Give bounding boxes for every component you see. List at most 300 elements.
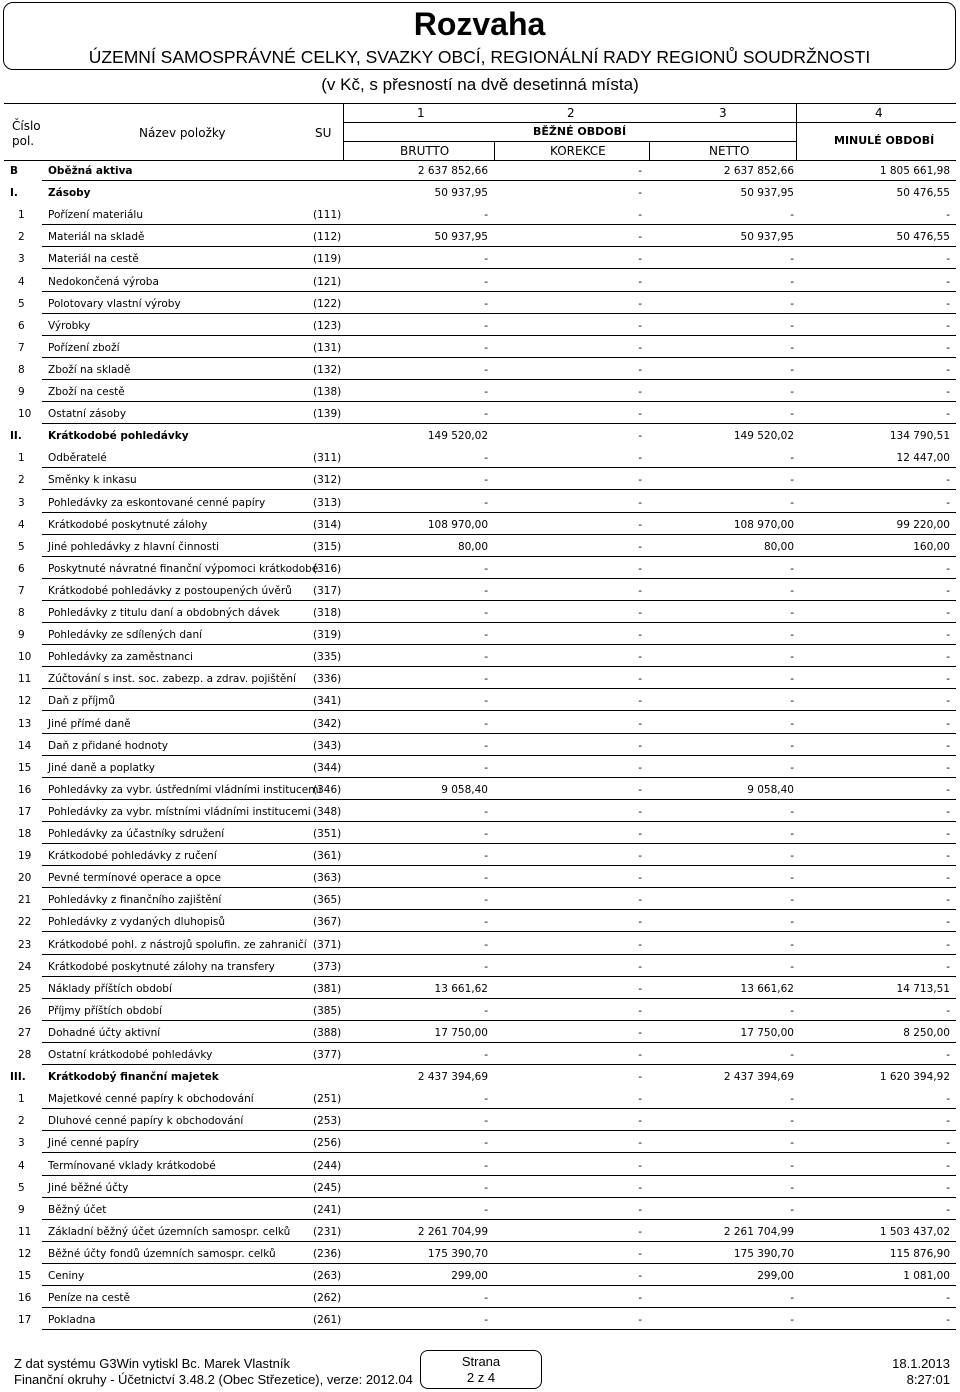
row-number: 10 (18, 408, 32, 421)
row-separator (42, 512, 956, 513)
row-netto: - (790, 1049, 794, 1061)
row-label: Odběratelé (48, 452, 107, 465)
row-minule: 134 790,51 (889, 430, 950, 443)
row-brutto: 299,00 (451, 1270, 488, 1282)
row-su: (261) (313, 1314, 342, 1327)
row-label: Krátkodobé poskytnuté zálohy na transfery (48, 960, 275, 973)
col-num-3: 3 (719, 106, 727, 120)
row-number: 3 (18, 496, 25, 509)
row-su: (373) (313, 960, 342, 973)
row-number: 16 (18, 783, 32, 796)
header-divider-1 (343, 104, 344, 160)
row-brutto: - (484, 452, 488, 465)
row-minule: - (946, 297, 950, 310)
row-su: (245) (313, 1181, 342, 1194)
col-minule-obdobi: MINULÉ OBDOBÍ (834, 134, 935, 147)
row-netto: - (790, 386, 794, 398)
row-brutto: 9 058,40 (441, 783, 488, 796)
row-minule: - (946, 739, 950, 752)
row-korekce: - (638, 253, 642, 266)
row-number: 5 (18, 1181, 25, 1194)
row-minule: - (946, 1049, 950, 1061)
row-korekce: - (638, 1137, 642, 1150)
table-row (0, 271, 960, 293)
row-separator (42, 1197, 956, 1198)
row-korekce: - (638, 319, 642, 332)
table-row (0, 580, 960, 602)
row-korekce: - (638, 231, 642, 244)
row-label: Pořízení zboží (48, 341, 120, 354)
row-number: 22 (18, 916, 32, 929)
row-netto: - (790, 673, 794, 686)
row-separator (42, 1285, 956, 1286)
row-label: Náklady příštích období (48, 982, 172, 995)
row-brutto: - (484, 386, 488, 398)
row-korekce: - (638, 1203, 642, 1216)
row-number: 2 (18, 231, 25, 244)
row-netto: - (790, 717, 794, 730)
col-num-2: 2 (567, 106, 575, 120)
row-su: (132) (313, 363, 342, 376)
row-label: Ostatní zásoby (48, 408, 127, 421)
row-label: Krátkodobé pohledávky z postoupených úvěrů (48, 584, 292, 597)
row-label: Jiné pohledávky z hlavní činnosti (48, 540, 220, 553)
row-netto: - (790, 894, 794, 907)
row-minule: - (946, 850, 950, 863)
col-korekce: KOREKCE (550, 144, 606, 158)
row-label: Příjmy příštích období (48, 1004, 163, 1017)
row-brutto: - (484, 629, 488, 642)
row-separator (42, 998, 956, 999)
row-su: (335) (313, 651, 342, 664)
row-brutto: - (484, 1093, 488, 1106)
row-su: (244) (313, 1159, 342, 1172)
row-separator (42, 357, 956, 358)
row-separator (42, 1020, 956, 1021)
row-netto: - (790, 1137, 794, 1150)
row-minule: - (946, 761, 950, 774)
row-label: Pohledávky za eskontované cenné papíry (48, 496, 266, 509)
row-separator (42, 1263, 956, 1264)
row-minule: - (946, 607, 950, 619)
col-num-1: 1 (417, 106, 425, 120)
row-netto: - (790, 1181, 794, 1194)
header-rule-2 (343, 122, 956, 123)
row-korekce: - (638, 872, 642, 885)
row-korekce: - (638, 894, 642, 907)
row-number: 10 (18, 651, 32, 664)
row-minule: 115 876,90 (889, 1247, 950, 1260)
row-separator (42, 1064, 956, 1065)
row-minule: - (946, 1004, 950, 1017)
row-netto: - (790, 872, 794, 885)
row-korekce: - (638, 717, 642, 730)
row-su: (377) (313, 1049, 342, 1061)
row-number: 18 (18, 828, 32, 840)
row-netto: - (790, 607, 794, 619)
row-korekce: - (638, 1093, 642, 1106)
row-number: 17 (18, 1314, 32, 1327)
row-korekce: - (638, 341, 642, 354)
row-number: 4 (18, 275, 25, 288)
row-minule: 1 805 661,98 (879, 165, 950, 177)
row-su: (241) (313, 1203, 342, 1216)
row-su: (319) (313, 629, 342, 642)
row-netto: - (790, 1292, 794, 1305)
row-separator (42, 1329, 956, 1330)
row-minule: - (946, 1203, 950, 1216)
document-subtitle: ÚZEMNÍ SAMOSPRÁVNÉ CELKY, SVAZKY OBCÍ, REGIONÁLNÍ RADY REGIONŮ SOUDRŽNOSTI (88, 47, 871, 67)
row-netto: 9 058,40 (747, 783, 794, 796)
row-korekce: - (638, 1026, 642, 1039)
row-su: (111) (313, 209, 342, 222)
row-netto: 50 937,95 (740, 231, 794, 244)
row-brutto: - (484, 474, 488, 487)
row-brutto: - (484, 805, 488, 818)
row-separator (42, 666, 956, 667)
row-number: 16 (18, 1292, 32, 1305)
row-number: 4 (18, 1159, 25, 1172)
row-separator (42, 180, 956, 181)
table-row (0, 359, 960, 381)
footer-date: 18.1.2013 (892, 1356, 950, 1371)
row-label: Pohledávky z finančního zajištění (48, 894, 222, 907)
row-brutto: - (484, 1314, 488, 1327)
row-label: Nedokončená výroba (48, 275, 159, 288)
row-brutto: - (484, 761, 488, 774)
row-minule: - (946, 363, 950, 376)
row-separator (42, 1108, 956, 1109)
row-su: (336) (313, 673, 342, 686)
page-label: Strana (461, 1354, 501, 1369)
header-divider-2 (796, 104, 797, 160)
row-minule: - (946, 1093, 950, 1106)
row-netto: - (790, 1314, 794, 1327)
row-netto: - (790, 1203, 794, 1216)
row-brutto: - (484, 253, 488, 266)
row-minule: - (946, 1181, 950, 1194)
row-separator (42, 291, 956, 292)
row-label: Termínované vklady krátkodobé (48, 1159, 216, 1172)
row-korekce: - (638, 518, 642, 531)
row-number: 5 (18, 540, 25, 553)
row-brutto: - (484, 319, 488, 332)
row-netto: - (790, 562, 794, 575)
row-number: 24 (18, 960, 32, 973)
row-netto: 2 261 704,99 (723, 1225, 794, 1238)
row-label: Poskytnuté návratné finanční výpomoci krátkodobé (48, 562, 319, 575)
table-row (0, 779, 960, 801)
row-minule: - (946, 1292, 950, 1305)
col-cislo-2: pol. (12, 134, 35, 148)
row-korekce: - (638, 496, 642, 509)
row-number: 11 (18, 673, 32, 686)
row-number: 5 (18, 297, 25, 310)
row-minule: - (946, 651, 950, 664)
row-label: Jiné cenné papíry (48, 1137, 140, 1150)
row-separator (42, 755, 956, 756)
row-number: 15 (18, 761, 32, 774)
row-netto: - (790, 960, 794, 973)
row-label: Pořízení materiálu (48, 209, 143, 222)
row-separator (42, 931, 956, 932)
row-separator (42, 1307, 956, 1308)
row-minule: - (946, 341, 950, 354)
row-brutto: - (484, 363, 488, 376)
row-brutto: - (484, 209, 488, 222)
row-label: Základní běžný účet územních samospr. celků (48, 1225, 291, 1238)
row-label: Krátkodobé pohledávky (48, 430, 189, 443)
row-minule: - (946, 916, 950, 929)
row-su: (381) (313, 982, 342, 995)
row-number: 13 (18, 717, 32, 730)
table-row (0, 1309, 960, 1331)
row-su: (341) (313, 695, 342, 708)
table-row (0, 1221, 960, 1243)
row-number: 26 (18, 1004, 32, 1017)
row-korekce: - (638, 297, 642, 310)
row-minule: 14 713,51 (896, 982, 950, 995)
row-netto: - (790, 496, 794, 509)
row-label: Materiál na cestě (48, 253, 139, 266)
row-brutto: - (484, 275, 488, 288)
row-korekce: - (638, 1159, 642, 1172)
row-label: Krátkodobé poskytnuté zálohy (48, 518, 208, 531)
table-row (0, 536, 960, 558)
row-separator (42, 489, 956, 490)
row-su: (363) (313, 872, 342, 885)
row-minule: - (946, 474, 950, 487)
footer-printed-by: Z dat systému G3Win vytiskl Bc. Marek Vlastník (14, 1356, 290, 1371)
row-minule: - (946, 1159, 950, 1172)
row-su: (123) (313, 319, 342, 332)
row-netto: - (790, 408, 794, 421)
row-brutto: - (484, 739, 488, 752)
table-row (0, 1132, 960, 1154)
row-separator (42, 534, 956, 535)
row-separator (42, 246, 956, 247)
row-korekce: - (638, 850, 642, 863)
row-label: Pohledávky z titulu daní a obdobných dávek (48, 607, 280, 619)
row-number: 8 (18, 363, 25, 376)
row-korekce: - (638, 1004, 642, 1017)
row-number: 23 (18, 938, 32, 951)
row-number: 8 (18, 607, 25, 619)
footer-system-info: Finanční okruhy - Účetnictví 3.48.2 (Obec Střezetice), verze: 2012.04 (14, 1372, 413, 1387)
row-brutto: 17 750,00 (434, 1026, 488, 1039)
row-su: (361) (313, 850, 342, 863)
row-separator (42, 335, 956, 336)
section-row (0, 425, 960, 447)
row-netto: - (790, 297, 794, 310)
section-row (0, 182, 960, 204)
row-separator (42, 843, 956, 844)
row-korekce: - (638, 916, 642, 929)
row-korekce: - (638, 386, 642, 398)
row-korekce: - (638, 1115, 642, 1128)
row-brutto: 2 637 852,66 (417, 165, 488, 177)
row-su: (367) (313, 916, 342, 929)
row-netto: 175 390,70 (733, 1247, 794, 1260)
row-su: (231) (313, 1225, 342, 1238)
row-netto: - (790, 850, 794, 863)
row-separator (42, 954, 956, 955)
row-minule: 1 620 394,92 (879, 1071, 950, 1084)
row-brutto: - (484, 916, 488, 929)
row-minule: - (946, 938, 950, 951)
row-netto: - (790, 275, 794, 288)
row-brutto: 149 520,02 (427, 430, 488, 443)
row-label: Výrobky (48, 319, 91, 332)
row-minule: - (946, 894, 950, 907)
row-korekce: - (638, 629, 642, 642)
row-brutto: - (484, 828, 488, 840)
row-korekce: - (638, 607, 642, 619)
row-brutto: - (484, 1159, 488, 1172)
row-label: Krátkodobé pohledávky z ručení (48, 850, 217, 863)
row-brutto: 2 437 394,69 (417, 1071, 488, 1084)
row-netto: 80,00 (763, 540, 794, 553)
row-label: Pohledávky za účastníky sdružení (48, 828, 225, 840)
header-rule-3 (343, 141, 796, 142)
table-row (0, 889, 960, 911)
row-su: (385) (313, 1004, 342, 1017)
row-korekce: - (638, 982, 642, 995)
table-row (0, 624, 960, 646)
row-korekce: - (638, 187, 642, 200)
row-brutto: - (484, 341, 488, 354)
row-netto: - (790, 828, 794, 840)
row-korekce: - (638, 1292, 642, 1305)
table-row (0, 823, 960, 845)
row-label: Krátkodobé pohl. z nástrojů spolufin. ze zahraničí (48, 938, 307, 951)
row-korekce: - (638, 562, 642, 575)
row-minule: - (946, 673, 950, 686)
row-label: Daň z příjmů (48, 695, 116, 708)
row-number: 11 (18, 1225, 32, 1238)
row-netto: - (790, 253, 794, 266)
row-su: (343) (313, 739, 342, 752)
table-row (0, 845, 960, 867)
row-korekce: - (638, 275, 642, 288)
row-number: III. (10, 1071, 26, 1084)
row-number: 12 (18, 695, 32, 708)
row-separator (42, 600, 956, 601)
row-netto: - (790, 341, 794, 354)
row-label: Oběžná aktiva (48, 165, 133, 177)
row-korekce: - (638, 1049, 642, 1061)
row-netto: - (790, 916, 794, 929)
row-separator (42, 887, 956, 888)
row-brutto: 108 970,00 (427, 518, 488, 531)
row-netto: - (790, 739, 794, 752)
row-korekce: - (638, 452, 642, 465)
row-netto: - (790, 695, 794, 708)
row-label: Jiné daně a poplatky (48, 761, 155, 774)
row-separator (42, 799, 956, 800)
table-row (0, 757, 960, 779)
table-row (0, 1177, 960, 1199)
row-separator (42, 1152, 956, 1153)
row-label: Pohledávky za vybr. místními vládními institucemi (48, 805, 311, 818)
row-su: (313) (313, 496, 342, 509)
row-su: (388) (313, 1026, 342, 1039)
row-number: 1 (18, 209, 25, 222)
row-brutto: - (484, 1115, 488, 1128)
row-brutto: - (484, 651, 488, 664)
row-minule: 99 220,00 (896, 518, 950, 531)
header-top-rule (4, 103, 956, 104)
row-su: (119) (313, 253, 342, 266)
row-su: (251) (313, 1093, 342, 1106)
row-minule: 12 447,00 (896, 452, 950, 465)
row-label: Zúčtování s inst. soc. zabezp. a zdrav. pojištění (48, 673, 296, 686)
row-korekce: - (638, 783, 642, 796)
row-separator (42, 821, 956, 822)
row-number: 12 (18, 1247, 32, 1260)
row-netto: - (790, 1004, 794, 1017)
row-su: (316) (313, 562, 342, 575)
row-number: 9 (18, 386, 25, 398)
table-row (0, 1088, 960, 1110)
row-brutto: - (484, 1004, 488, 1017)
col-cislo-1: Číslo (12, 119, 41, 133)
row-brutto: - (484, 408, 488, 421)
row-brutto: - (484, 607, 488, 619)
row-korekce: - (638, 363, 642, 376)
row-netto: - (790, 629, 794, 642)
row-minule: - (946, 253, 950, 266)
table-row (0, 1044, 960, 1066)
row-netto: 149 520,02 (733, 430, 794, 443)
col-num-4: 4 (875, 106, 883, 120)
row-number: 20 (18, 872, 32, 885)
row-minule: - (946, 695, 950, 708)
row-number: 28 (18, 1049, 32, 1061)
row-separator (42, 644, 956, 645)
row-label: Pohledávky z vydaných dluhopisů (48, 916, 226, 929)
row-minule: 1 081,00 (903, 1270, 950, 1282)
row-brutto: 80,00 (457, 540, 488, 553)
row-number: B (10, 165, 19, 177)
row-separator (42, 1042, 956, 1043)
row-number: 7 (18, 584, 25, 597)
row-brutto: - (484, 1292, 488, 1305)
row-number: I. (10, 187, 18, 200)
row-korekce: - (638, 828, 642, 840)
row-minule: - (946, 209, 950, 222)
table-row (0, 911, 960, 933)
row-separator (42, 1175, 956, 1176)
row-netto: 108 970,00 (733, 518, 794, 531)
row-label: Pohledávky za zaměstnanci (48, 651, 193, 664)
row-separator (42, 313, 956, 314)
row-separator (42, 976, 956, 977)
row-korekce: - (638, 938, 642, 951)
row-su: (346) (313, 783, 342, 796)
row-brutto: 50 937,95 (434, 231, 488, 244)
row-minule: - (946, 386, 950, 398)
row-number: 6 (18, 319, 25, 332)
page-value: 2 z 4 (466, 1370, 496, 1385)
row-number: 1 (18, 452, 25, 465)
row-su: (138) (313, 386, 342, 398)
col-su: SU (315, 126, 332, 140)
row-korekce: - (638, 474, 642, 487)
table-row (0, 1199, 960, 1221)
row-korekce: - (638, 1225, 642, 1238)
row-label: Pohledávky za vybr. ústředními vládními institucemi (48, 783, 322, 796)
